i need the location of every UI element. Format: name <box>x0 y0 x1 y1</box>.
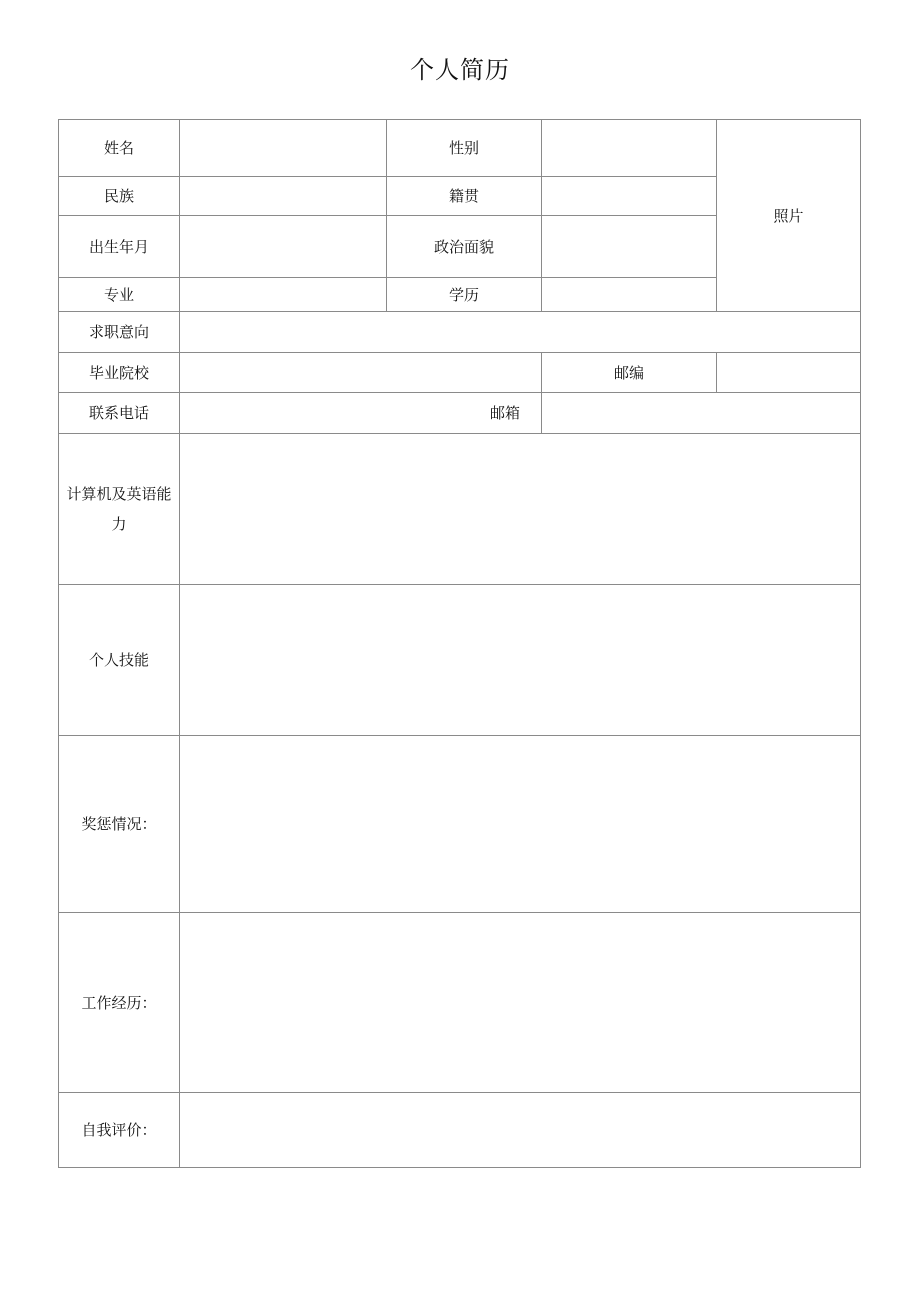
name-field[interactable] <box>180 120 386 176</box>
table-border-right <box>860 119 861 1168</box>
self-evaluation-label: 自我评价： <box>81 1121 157 1139</box>
political-label: 政治面貌 <box>433 237 494 256</box>
major-label: 专业 <box>103 285 134 304</box>
awards-field[interactable] <box>180 736 860 912</box>
email-field[interactable] <box>542 393 860 433</box>
computer-english-field[interactable] <box>180 434 860 584</box>
skills-label: 个人技能 <box>88 651 149 669</box>
name-label: 姓名 <box>103 139 134 157</box>
school-field[interactable] <box>180 353 541 392</box>
table-border-bottom <box>58 1167 861 1168</box>
phone-label: 联系电话 <box>88 404 149 422</box>
birth-label: 出生年月 <box>88 237 149 256</box>
postcode-field[interactable] <box>717 353 860 392</box>
job-intention-field[interactable] <box>180 312 860 352</box>
work-experience-label: 工作经历： <box>81 993 157 1012</box>
awards-label: 奖惩情况： <box>81 815 157 833</box>
computer-english-label: 计算机及英语能力 <box>66 485 172 533</box>
native-place-label: 籍贯 <box>448 187 479 205</box>
job-intention-label: 求职意向 <box>88 323 149 341</box>
birth-field[interactable] <box>180 216 386 277</box>
page-title: 个人简历 <box>410 56 510 84</box>
native-place-field[interactable] <box>542 177 716 215</box>
school-label: 毕业院校 <box>88 363 149 382</box>
phone-field[interactable] <box>180 393 470 433</box>
gender-field[interactable] <box>542 120 716 176</box>
photo-label[interactable]: 照片 <box>773 206 804 225</box>
ethnicity-label: 民族 <box>103 187 134 205</box>
postcode-label: 邮编 <box>613 363 644 382</box>
ethnicity-field[interactable] <box>180 177 386 215</box>
education-label: 学历 <box>448 285 479 304</box>
education-field[interactable] <box>542 278 716 311</box>
work-experience-field[interactable] <box>180 913 860 1092</box>
self-evaluation-field[interactable] <box>180 1093 860 1167</box>
email-label: 邮箱 <box>489 404 520 422</box>
major-field[interactable] <box>180 278 386 311</box>
political-field[interactable] <box>542 216 716 277</box>
skills-field[interactable] <box>180 585 860 735</box>
gender-label: 性别 <box>448 139 479 157</box>
